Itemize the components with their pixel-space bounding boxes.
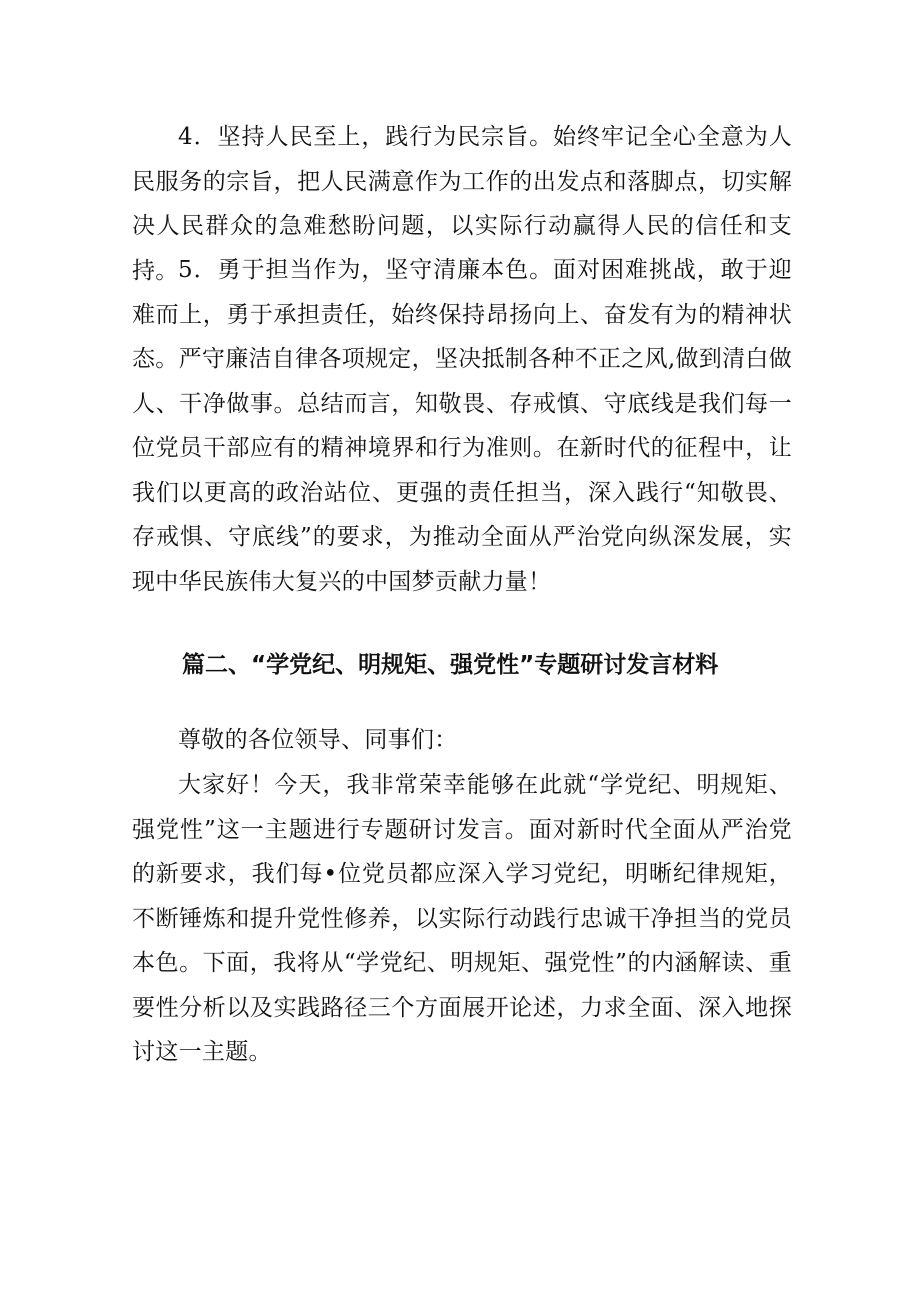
- paragraph-point-5: 5．勇于担当作为，坚守清廉本色。面对困难挑战，敢于迎难而上，勇于承担责任，始终保持昂扬向上、奋发有为的精神状态。严守廉洁自律各项规定，坚决抵制各种不正之风,做到清白做人、干净做事。总结而言，知敬畏、存戒慎、守底线是我们每一位党员干部应有的精神境界和行为准则。在新时代的征程中，让我们以更高的政治站位、更强的责任担当，深入践行“知敬畏、存戒惧、守底线”的要求，为推动全面从严治党向纵深发展，实现中华民族伟大复兴的中国梦贡献力量！: [132, 257, 793, 595]
- paragraph-point-4: 4．坚持人民至上，践行为民宗旨。始终牢记全心全意为人民服务的宗旨，把人民满意作为工作的出发点和落脚点，切实解决人民群众的急难愁盼问题，以实际行动赢得人民的信任和支持。: [132, 124, 792, 284]
- body-paragraph: 大家好！今天，我非常荣幸能够在此就“学党纪、明规矩、强党性”这一主题进行专题研讨发言。面对新时代全面从严治党的新要求，我们每•位党员都应深入学习党纪，明晰纪律规矩，不断锤炼和提升党性修养，以实际行动践行忠诚干净担当的党员本色。下面，我将从“学党纪、明规矩、强党性”的内涵解读、重要性分析以及实践路径三个方面展开论述，力求全面、深入地探讨这一主题。: [132, 772, 792, 1065]
- section-heading: 篇二、“学党纪、明规矩、强党性”专题研讨发言材料: [182, 652, 719, 678]
- salutation: 尊敬的各位领导、同事们：: [178, 727, 458, 753]
